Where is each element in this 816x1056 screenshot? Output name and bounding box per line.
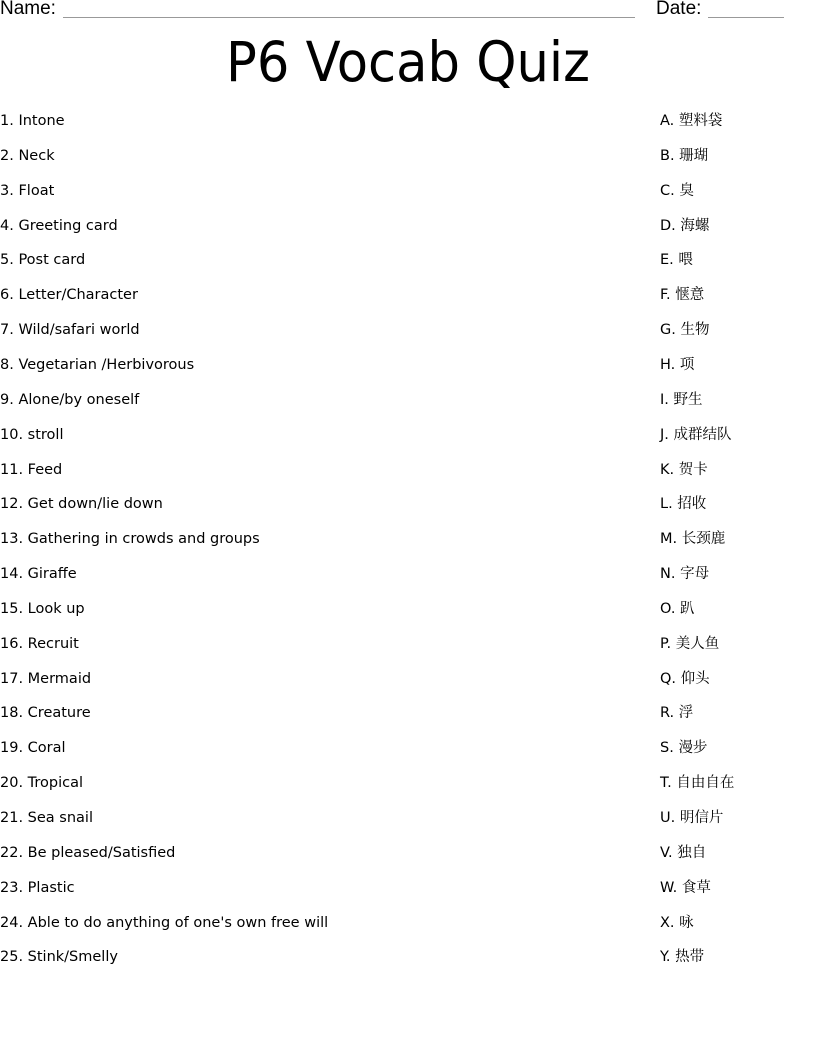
- question-item: [0, 494, 163, 514]
- question-text: Look up: [27, 600, 85, 617]
- answer-item: [660, 425, 732, 445]
- answer-item: [660, 669, 710, 689]
- question-item: [0, 146, 55, 166]
- question-text: Tropical: [27, 775, 84, 792]
- page-title: P6 Vocab Quiz: [226, 30, 590, 94]
- answer-letter: Q.: [660, 670, 677, 687]
- answer-text: 趴: [680, 600, 695, 617]
- question-number: 12.: [0, 496, 24, 513]
- question-item: [0, 355, 194, 375]
- answer-text: 咏: [679, 914, 694, 931]
- answer-letter: F.: [660, 287, 671, 304]
- answer-item: [660, 599, 695, 619]
- answer-text: 美人鱼: [675, 635, 720, 652]
- question-number: 9.: [0, 391, 14, 408]
- question-item: [0, 216, 118, 236]
- question-number: 1.: [0, 113, 14, 129]
- answer-text: 自由自在: [676, 775, 735, 792]
- answer-text: 招收: [677, 496, 707, 513]
- answer-text: 仰头: [680, 670, 710, 687]
- answer-text: 热带: [675, 949, 705, 966]
- date-field-line[interactable]: [708, 17, 784, 18]
- answer-item: [660, 564, 709, 584]
- question-number: 2.: [0, 147, 14, 164]
- question-item: [0, 285, 138, 305]
- answer-text: 浮: [678, 705, 694, 722]
- answer-text: 字母: [680, 566, 710, 583]
- question-number: 22.: [0, 844, 24, 861]
- question-number: 5.: [0, 252, 14, 269]
- question-number: 3.: [0, 182, 14, 199]
- question-number: 13.: [0, 531, 24, 548]
- answer-item: [660, 320, 709, 340]
- answer-letter: G.: [660, 322, 676, 339]
- question-item: [0, 599, 85, 619]
- answer-text: 塑料袋: [678, 113, 723, 129]
- header-fields: [0, 0, 816, 24]
- answer-letter: B.: [660, 147, 675, 164]
- name-field-line[interactable]: [63, 17, 635, 18]
- question-text: Alone/by oneself: [18, 391, 140, 408]
- question-text: Coral: [27, 740, 66, 757]
- question-item: [0, 669, 91, 689]
- answer-letter: M.: [660, 531, 678, 548]
- question-text: Creature: [27, 705, 91, 722]
- question-text: Able to do anything of one's own free will: [27, 914, 329, 931]
- question-number: 20.: [0, 775, 24, 792]
- answer-item: [660, 913, 694, 933]
- answer-text: 贺卡: [678, 461, 708, 478]
- question-text: Recruit: [27, 635, 79, 652]
- answer-item: [660, 146, 708, 166]
- question-item: [0, 564, 77, 584]
- question-item: [0, 460, 62, 480]
- question-text: Post card: [18, 252, 86, 269]
- answer-letter: X.: [660, 914, 675, 931]
- answer-item: [660, 111, 722, 131]
- question-item: [0, 634, 79, 654]
- answer-item: [660, 460, 708, 480]
- answer-item: [660, 947, 704, 967]
- answer-item: [660, 529, 725, 549]
- question-item: [0, 843, 175, 863]
- answer-item: [660, 216, 709, 236]
- question-number: 19.: [0, 740, 24, 757]
- answer-text: 野生: [673, 391, 703, 408]
- answer-item: [660, 808, 723, 828]
- question-item: [0, 181, 54, 201]
- question-text: Vegetarian /Herbivorous: [18, 356, 195, 373]
- question-text: Sea snail: [27, 810, 93, 826]
- answer-item: [660, 494, 706, 514]
- question-text: stroll: [27, 426, 64, 443]
- question-text: Get down/lie down: [27, 496, 163, 513]
- answer-item: [660, 285, 704, 305]
- answer-text: 长颈鹿: [681, 531, 726, 548]
- question-item: [0, 878, 75, 898]
- question-number: 14.: [0, 566, 24, 583]
- answer-letter: P.: [660, 635, 672, 652]
- answer-item: [660, 738, 707, 758]
- answer-letter: I.: [660, 391, 669, 408]
- question-number: 25.: [0, 949, 24, 966]
- question-item: [0, 913, 328, 933]
- answer-text: 明信片: [679, 810, 724, 826]
- answer-letter: N.: [660, 566, 676, 583]
- question-text: Mermaid: [27, 670, 92, 687]
- answer-item: [660, 703, 693, 723]
- answer-letter: L.: [660, 496, 673, 513]
- question-number: 21.: [0, 810, 24, 826]
- question-text: Greeting card: [18, 217, 118, 234]
- answer-item: [660, 843, 706, 863]
- answer-letter: K.: [660, 461, 675, 478]
- question-text: Stink/Smelly: [27, 949, 118, 966]
- question-number: 8.: [0, 356, 14, 373]
- answer-letter: V.: [660, 844, 673, 861]
- question-item: [0, 529, 260, 549]
- question-text: Gathering in crowds and groups: [27, 531, 260, 548]
- answer-letter: O.: [660, 600, 676, 617]
- question-text: Intone: [18, 113, 65, 129]
- answer-letter: W.: [660, 879, 678, 896]
- answer-text: 惬意: [675, 287, 705, 304]
- answer-item: [660, 634, 719, 654]
- question-text: Letter/Character: [18, 287, 138, 304]
- question-number: 24.: [0, 914, 24, 931]
- answer-text: 生物: [680, 322, 710, 339]
- answer-item: [660, 355, 694, 375]
- question-number: 23.: [0, 879, 24, 896]
- question-number: 16.: [0, 635, 24, 652]
- answer-letter: Y.: [660, 949, 671, 966]
- question-number: 4.: [0, 217, 14, 234]
- answer-text: 食草: [681, 879, 711, 896]
- question-text: Giraffe: [27, 566, 77, 583]
- question-text: Wild/safari world: [18, 322, 140, 339]
- question-number: 6.: [0, 287, 14, 304]
- question-item: [0, 425, 63, 445]
- answer-text: 海螺: [680, 217, 710, 234]
- question-number: 17.: [0, 670, 24, 687]
- question-number: 7.: [0, 322, 14, 339]
- answer-item: [660, 181, 694, 201]
- answer-letter: T.: [660, 775, 672, 792]
- question-text: Neck: [18, 147, 55, 164]
- question-item: [0, 738, 66, 758]
- answer-item: [660, 390, 703, 410]
- answer-text: 喂: [678, 252, 693, 269]
- answer-letter: D.: [660, 217, 676, 234]
- question-item: [0, 947, 118, 967]
- answer-letter: E.: [660, 252, 674, 269]
- answer-text: 珊瑚: [679, 147, 709, 164]
- answer-letter: J.: [660, 426, 669, 443]
- answer-item: [660, 773, 734, 793]
- question-number: 11.: [0, 461, 24, 478]
- answer-item: [660, 878, 711, 898]
- answer-text: 臭: [679, 182, 694, 199]
- question-text: Feed: [27, 461, 63, 478]
- answer-letter: H.: [660, 356, 676, 373]
- answer-letter: U.: [660, 810, 676, 826]
- date-label: Date:: [656, 0, 702, 19]
- question-item: [0, 250, 85, 270]
- question-text: Plastic: [27, 879, 75, 896]
- question-text: Be pleased/Satisfied: [27, 844, 176, 861]
- question-number: 15.: [0, 600, 24, 617]
- question-item: [0, 111, 65, 131]
- answer-text: 漫步: [678, 740, 708, 757]
- answer-text: 项: [679, 356, 695, 373]
- question-text: Float: [18, 182, 55, 199]
- answer-letter: R.: [660, 705, 675, 722]
- question-item: [0, 773, 83, 793]
- answer-letter: C.: [660, 182, 675, 199]
- question-item: [0, 390, 139, 410]
- answer-text: 成群结队: [673, 426, 732, 443]
- answer-text: 独自: [677, 844, 707, 861]
- answer-item: [660, 250, 693, 270]
- question-number: 10.: [0, 426, 24, 443]
- question-item: [0, 320, 140, 340]
- question-number: 18.: [0, 705, 24, 722]
- answer-letter: A.: [660, 113, 675, 129]
- name-label: Name:: [0, 0, 56, 19]
- question-item: [0, 808, 93, 828]
- question-item: [0, 703, 91, 723]
- answer-letter: S.: [660, 740, 674, 757]
